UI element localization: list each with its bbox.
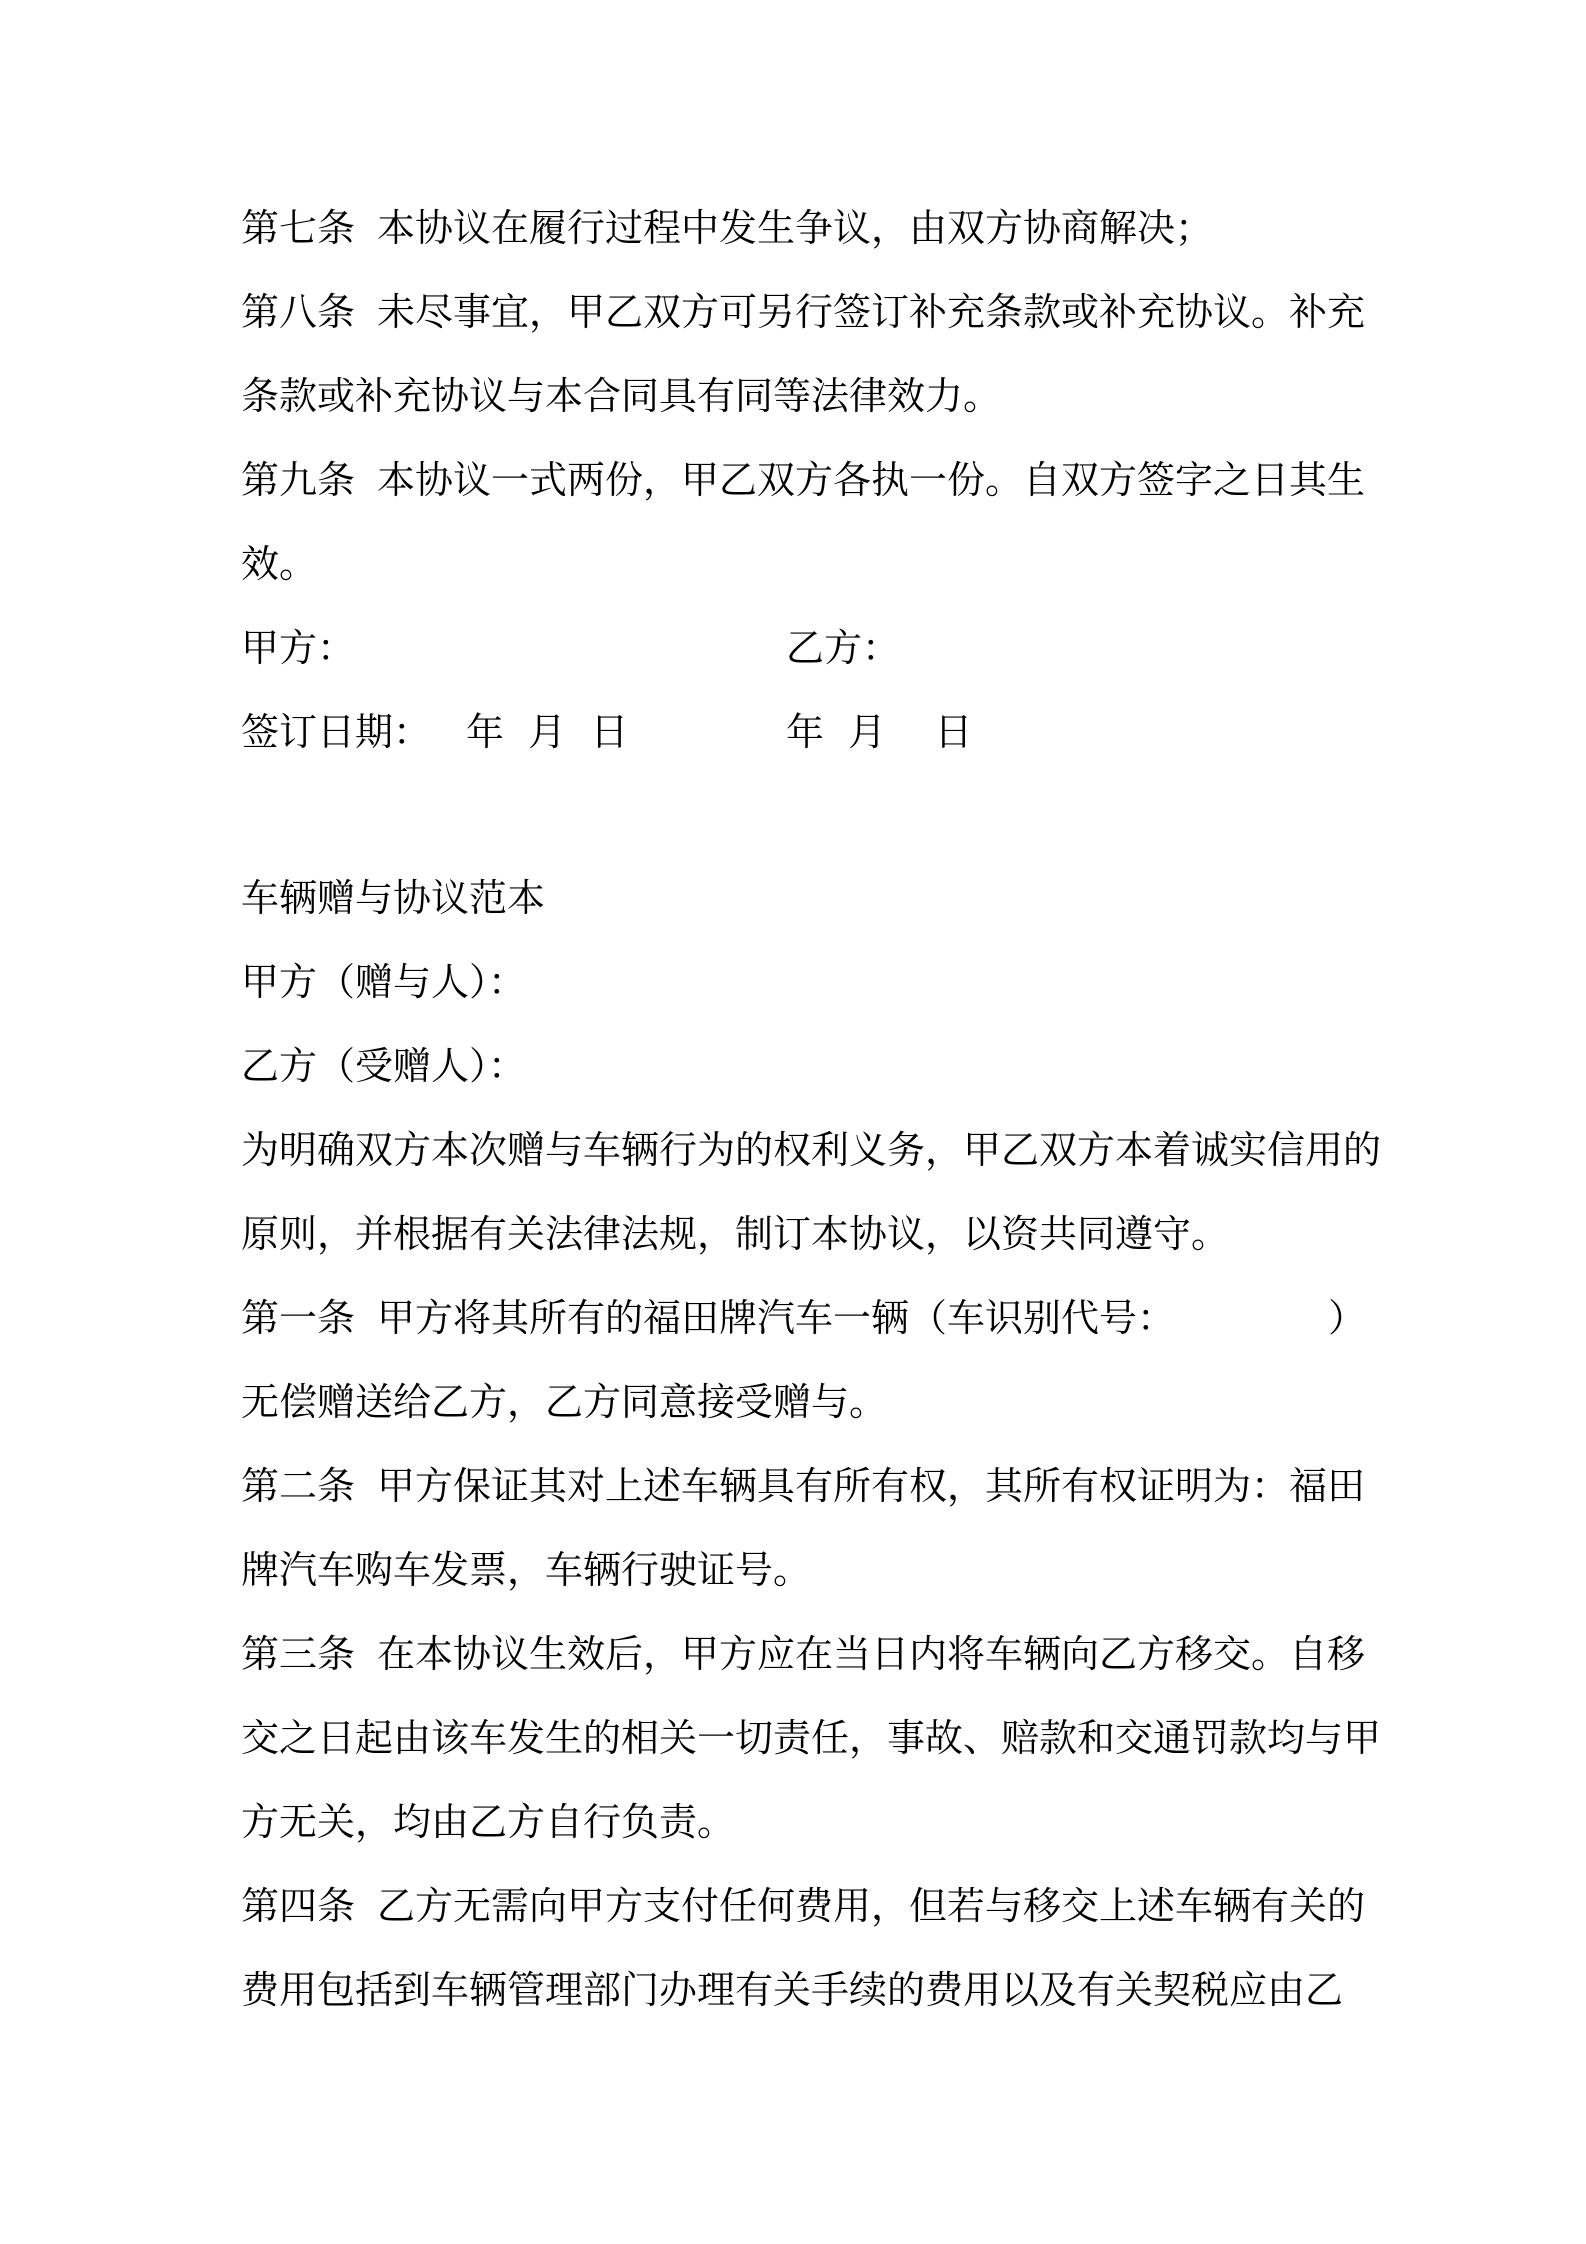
article-8-line-1 [241,286,1365,338]
article-9-label: 第九条 [241,458,356,502]
signature-date-label: 签订日期： [241,710,432,754]
article-1-text-1: 甲方将其所有的福田牌汽车一辆（车识别代号： [377,1296,1176,1340]
signature-party-b: 乙方： [786,626,901,670]
article-8-text-1: 未尽事宜，甲乙双方可另行签订补充条款或补充协议。补充 [377,290,1366,334]
article-2-label: 第二条 [241,1464,356,1508]
article-9-text-1: 本协议一式两份，甲乙双方各执一份。自双方签字之日其生 [377,458,1366,502]
second-agreement-title: 车辆赠与协议范本 [241,876,546,920]
article-1-label: 第一条 [241,1296,356,1340]
article-2-line-2: 牌汽车购车发票，车辆行驶证号。 [241,1548,812,1592]
article-1-line-2: 无偿赠送给乙方，乙方同意接受赠与。 [241,1380,888,1424]
article-9-line-2: 效。 [241,542,318,586]
donee-line: 乙方（受赠人）： [241,1044,527,1088]
article-1-line-1 [241,1292,1175,1344]
article-3-label: 第三条 [241,1632,356,1676]
preamble-line-2: 原则，并根据有关法律法规，制订本协议，以资共同遵守。 [241,1212,1230,1256]
article-3-line-2: 交之日起由该车发生的相关一切责任，事故、赔款和交通罚款均与甲 [241,1716,1382,1760]
article-2-text-1: 甲方保证其对上述车辆具有所有权，其所有权证明为：福田 [377,1464,1366,1508]
donor-line: 甲方（赠与人）： [241,960,527,1004]
signature-date-b: 年 月 日 [786,710,973,754]
article-4-text-1: 乙方无需向甲方支付任何费用，但若与移交上述车辆有关的 [377,1884,1366,1928]
article-8-label: 第八条 [241,290,356,334]
article-4-line-2: 费用包括到车辆管理部门办理有关手续的费用以及有关契税应由乙 [241,1968,1344,2012]
signature-date-a: 年 月 日 [466,710,629,754]
signature-party-a: 甲方： [241,626,356,670]
article-3-text-1: 在本协议生效后，甲方应在当日内将车辆向乙方移交。自移 [377,1632,1366,1676]
article-9-line-1 [241,454,1365,506]
article-4-line-1 [241,1880,1365,1932]
article-7 [241,202,1213,254]
article-8-line-2: 条款或补充协议与本合同具有同等法律效力。 [241,374,1002,418]
article-7-label: 第七条 [241,206,356,250]
article-7-text: 本协议在履行过程中发生争议，由双方协商解决； [377,206,1214,250]
article-3-line-1 [241,1628,1365,1680]
preamble-line-1: 为明确双方本次赠与车辆行为的权利义务，甲乙双方本着诚实信用的 [241,1128,1382,1172]
article-4-label: 第四条 [241,1884,356,1928]
article-3-line-3: 方无关，均由乙方自行负责。 [241,1800,736,1844]
article-1-close-paren: ） [1328,1296,1367,1340]
article-2-line-1 [241,1460,1365,1512]
